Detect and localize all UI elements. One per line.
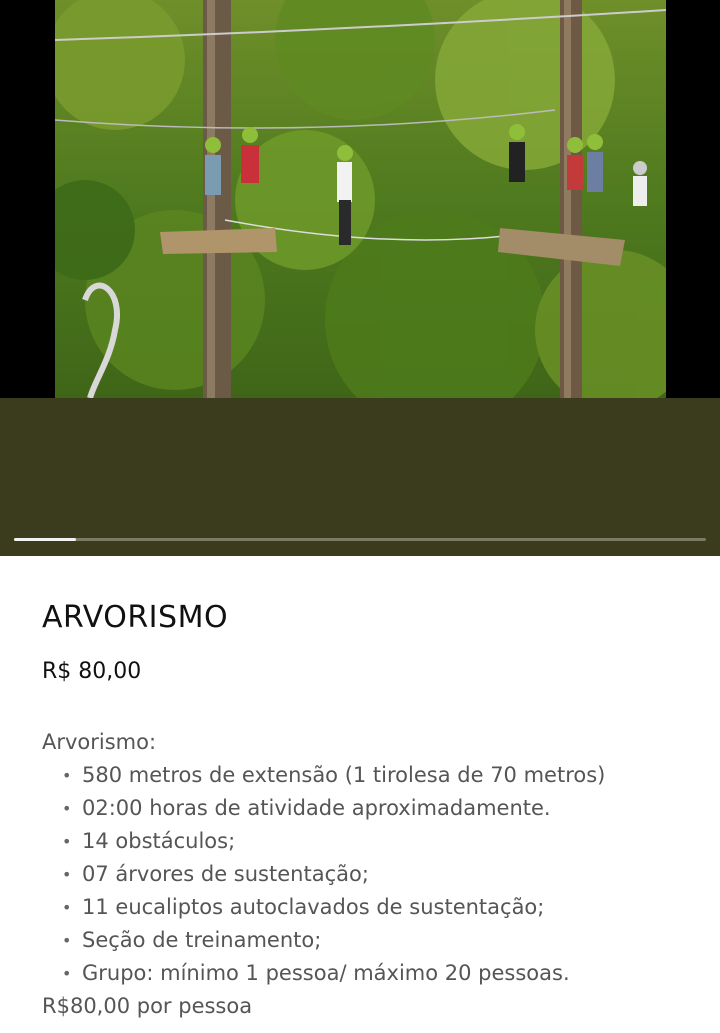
feature-item: • 02:00 horas de atividade aproximadamente. — [82, 792, 702, 825]
feature-item: • 14 obstáculos; — [82, 825, 702, 858]
product-price: R$ 80,00 — [42, 659, 142, 684]
feature-item: • Seção de treinamento; — [82, 924, 702, 957]
feature-item: • 580 metros de extensão (1 tirolesa de 70 metros) — [82, 759, 702, 792]
product-title: ARVORISMO — [42, 600, 229, 635]
feature-item: • Grupo: mínimo 1 pessoa/ máximo 20 pessoas. — [82, 957, 702, 990]
feature-item: • 11 eucaliptos autoclavados de sustentação; — [82, 891, 702, 924]
gallery-progress-indicator — [14, 538, 76, 541]
product-details — [42, 600, 702, 1023]
price-per-person: R$80,00 por pessoa — [42, 994, 253, 1018]
tree-canopy-photo — [55, 0, 666, 398]
gallery-photo[interactable] — [55, 0, 666, 398]
feature-list — [42, 759, 702, 990]
gallery-progress-track — [14, 538, 706, 541]
feature-item: • 07 árvores de sustentação; — [82, 858, 702, 891]
description-heading: Arvorismo: — [42, 730, 157, 754]
product-description — [42, 726, 702, 1023]
